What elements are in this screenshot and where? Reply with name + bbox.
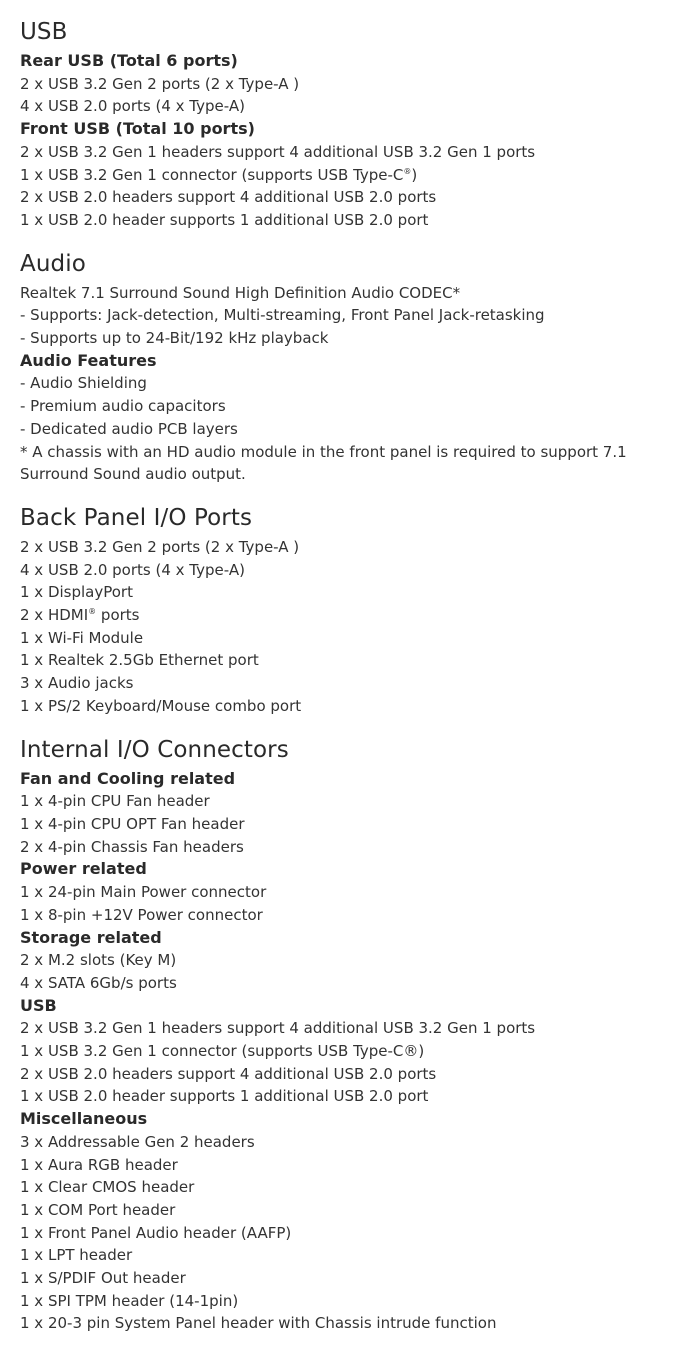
rear-usb-line: 4 x USB 2.0 ports (4 x Type-A) [20,97,245,116]
fan-item: 1 x 4-pin CPU OPT Fan header [20,814,245,833]
back-panel-section-title: Back Panel I/O Ports [20,504,253,531]
registered-mark: ® [403,166,412,176]
audio-feature-line: - Dedicated audio PCB layers [20,419,238,438]
misc-item: 3 x Addressable Gen 2 headers [20,1132,255,1151]
audio-feature-line: - Premium audio capacitors [20,397,226,416]
misc-item: 1 x COM Port header [20,1200,176,1219]
fan-item: 1 x 4-pin CPU Fan header [20,792,210,811]
internal-usb-title: USB [20,995,57,1015]
internal-usb-item: 2 x USB 2.0 headers support 4 additional USB 2.0 ports [20,1064,437,1083]
rear-usb-line: 2 x USB 3.2 Gen 2 ports (2 x Type-A ) [20,74,300,93]
fan-cooling-title: Fan and Cooling related [20,768,236,788]
audio-footnote: * A chassis with an HD audio module in the front panel is required to support 7.1 Surround Sound audio output. [20,442,627,484]
power-item: 1 x 8-pin +12V Power connector [20,905,263,924]
audio-codec-line: Realtek 7.1 Surround Sound High Definition Audio CODEC* [20,283,461,302]
back-panel-item: 1 x Realtek 2.5Gb Ethernet port [20,651,259,670]
misc-item: 1 x 20-3 pin System Panel header with Chassis intrude function [20,1314,497,1333]
internal-usb-item: 1 x USB 3.2 Gen 1 connector (supports USB Type-C®) [20,1042,425,1061]
internal-usb-item: 1 x USB 2.0 header supports 1 additional USB 2.0 port [20,1087,429,1106]
miscellaneous-title: Miscellaneous [20,1109,148,1129]
front-usb-title: Front USB (Total 10 ports) [20,119,255,139]
misc-item: 1 x Front Panel Audio header (AAFP) [20,1223,292,1242]
back-panel-item: 3 x Audio jacks [20,674,134,693]
internal-io-section-title: Internal I/O Connectors [20,736,289,763]
front-usb-line [20,164,680,187]
back-panel-item-text: 2 x HDMI [20,606,89,625]
misc-item: 1 x LPT header [20,1246,133,1265]
audio-features-title: Audio Features [20,350,157,370]
fan-item: 2 x 4-pin Chassis Fan headers [20,837,244,856]
misc-item: 1 x Clear CMOS header [20,1178,195,1197]
misc-item: 1 x S/PDIF Out header [20,1269,186,1288]
back-panel-item: 4 x USB 2.0 ports (4 x Type-A) [20,560,245,579]
front-usb-line-text: 1 x USB 3.2 Gen 1 connector (supports USB Type-C [20,165,404,184]
usb-section-title: USB [20,19,68,45]
rear-usb-title: Rear USB (Total 6 ports) [20,51,238,70]
audio-support-line: - Supports up to 24-Bit/192 kHz playback [20,329,329,348]
front-usb-line: 2 x USB 2.0 headers support 4 additional USB 2.0 ports [20,188,437,207]
internal-usb-item: 2 x USB 3.2 Gen 1 headers support 4 additional USB 3.2 Gen 1 ports [20,1019,536,1038]
power-title: Power related [20,859,147,879]
back-panel-item: 1 x PS/2 Keyboard/Mouse combo port [20,696,302,715]
audio-support-line: - Supports: Jack-detection, Multi-streaming, Front Panel Jack-retasking [20,306,545,325]
storage-item: 4 x SATA 6Gb/s ports [20,973,177,992]
storage-item: 2 x M.2 slots (Key M) [20,951,177,970]
usb-section [20,18,680,232]
back-panel-item: 1 x DisplayPort [20,583,133,602]
audio-feature-line: - Audio Shielding [20,374,147,393]
audio-section-title: Audio [20,250,86,277]
registered-mark: ® [88,607,97,617]
misc-item: 1 x SPI TPM header (14-1pin) [20,1291,239,1310]
back-panel-item: 2 x USB 3.2 Gen 2 ports (2 x Type-A ) [20,537,300,556]
back-panel-section [20,504,680,718]
front-usb-line: 1 x USB 2.0 header supports 1 additional USB 2.0 port [20,210,429,229]
power-item: 1 x 24-pin Main Power connector [20,883,267,902]
front-usb-line-text: ) [411,165,418,184]
storage-title: Storage related [20,927,162,947]
front-usb-line: 2 x USB 3.2 Gen 1 headers support 4 additional USB 3.2 Gen 1 ports [20,142,536,161]
misc-item: 1 x Aura RGB header [20,1155,178,1174]
back-panel-item: 1 x Wi-Fi Module [20,628,144,647]
audio-section [20,250,680,486]
back-panel-item [20,604,680,627]
back-panel-item-text: ports [96,606,140,625]
internal-io-section [20,736,680,1336]
